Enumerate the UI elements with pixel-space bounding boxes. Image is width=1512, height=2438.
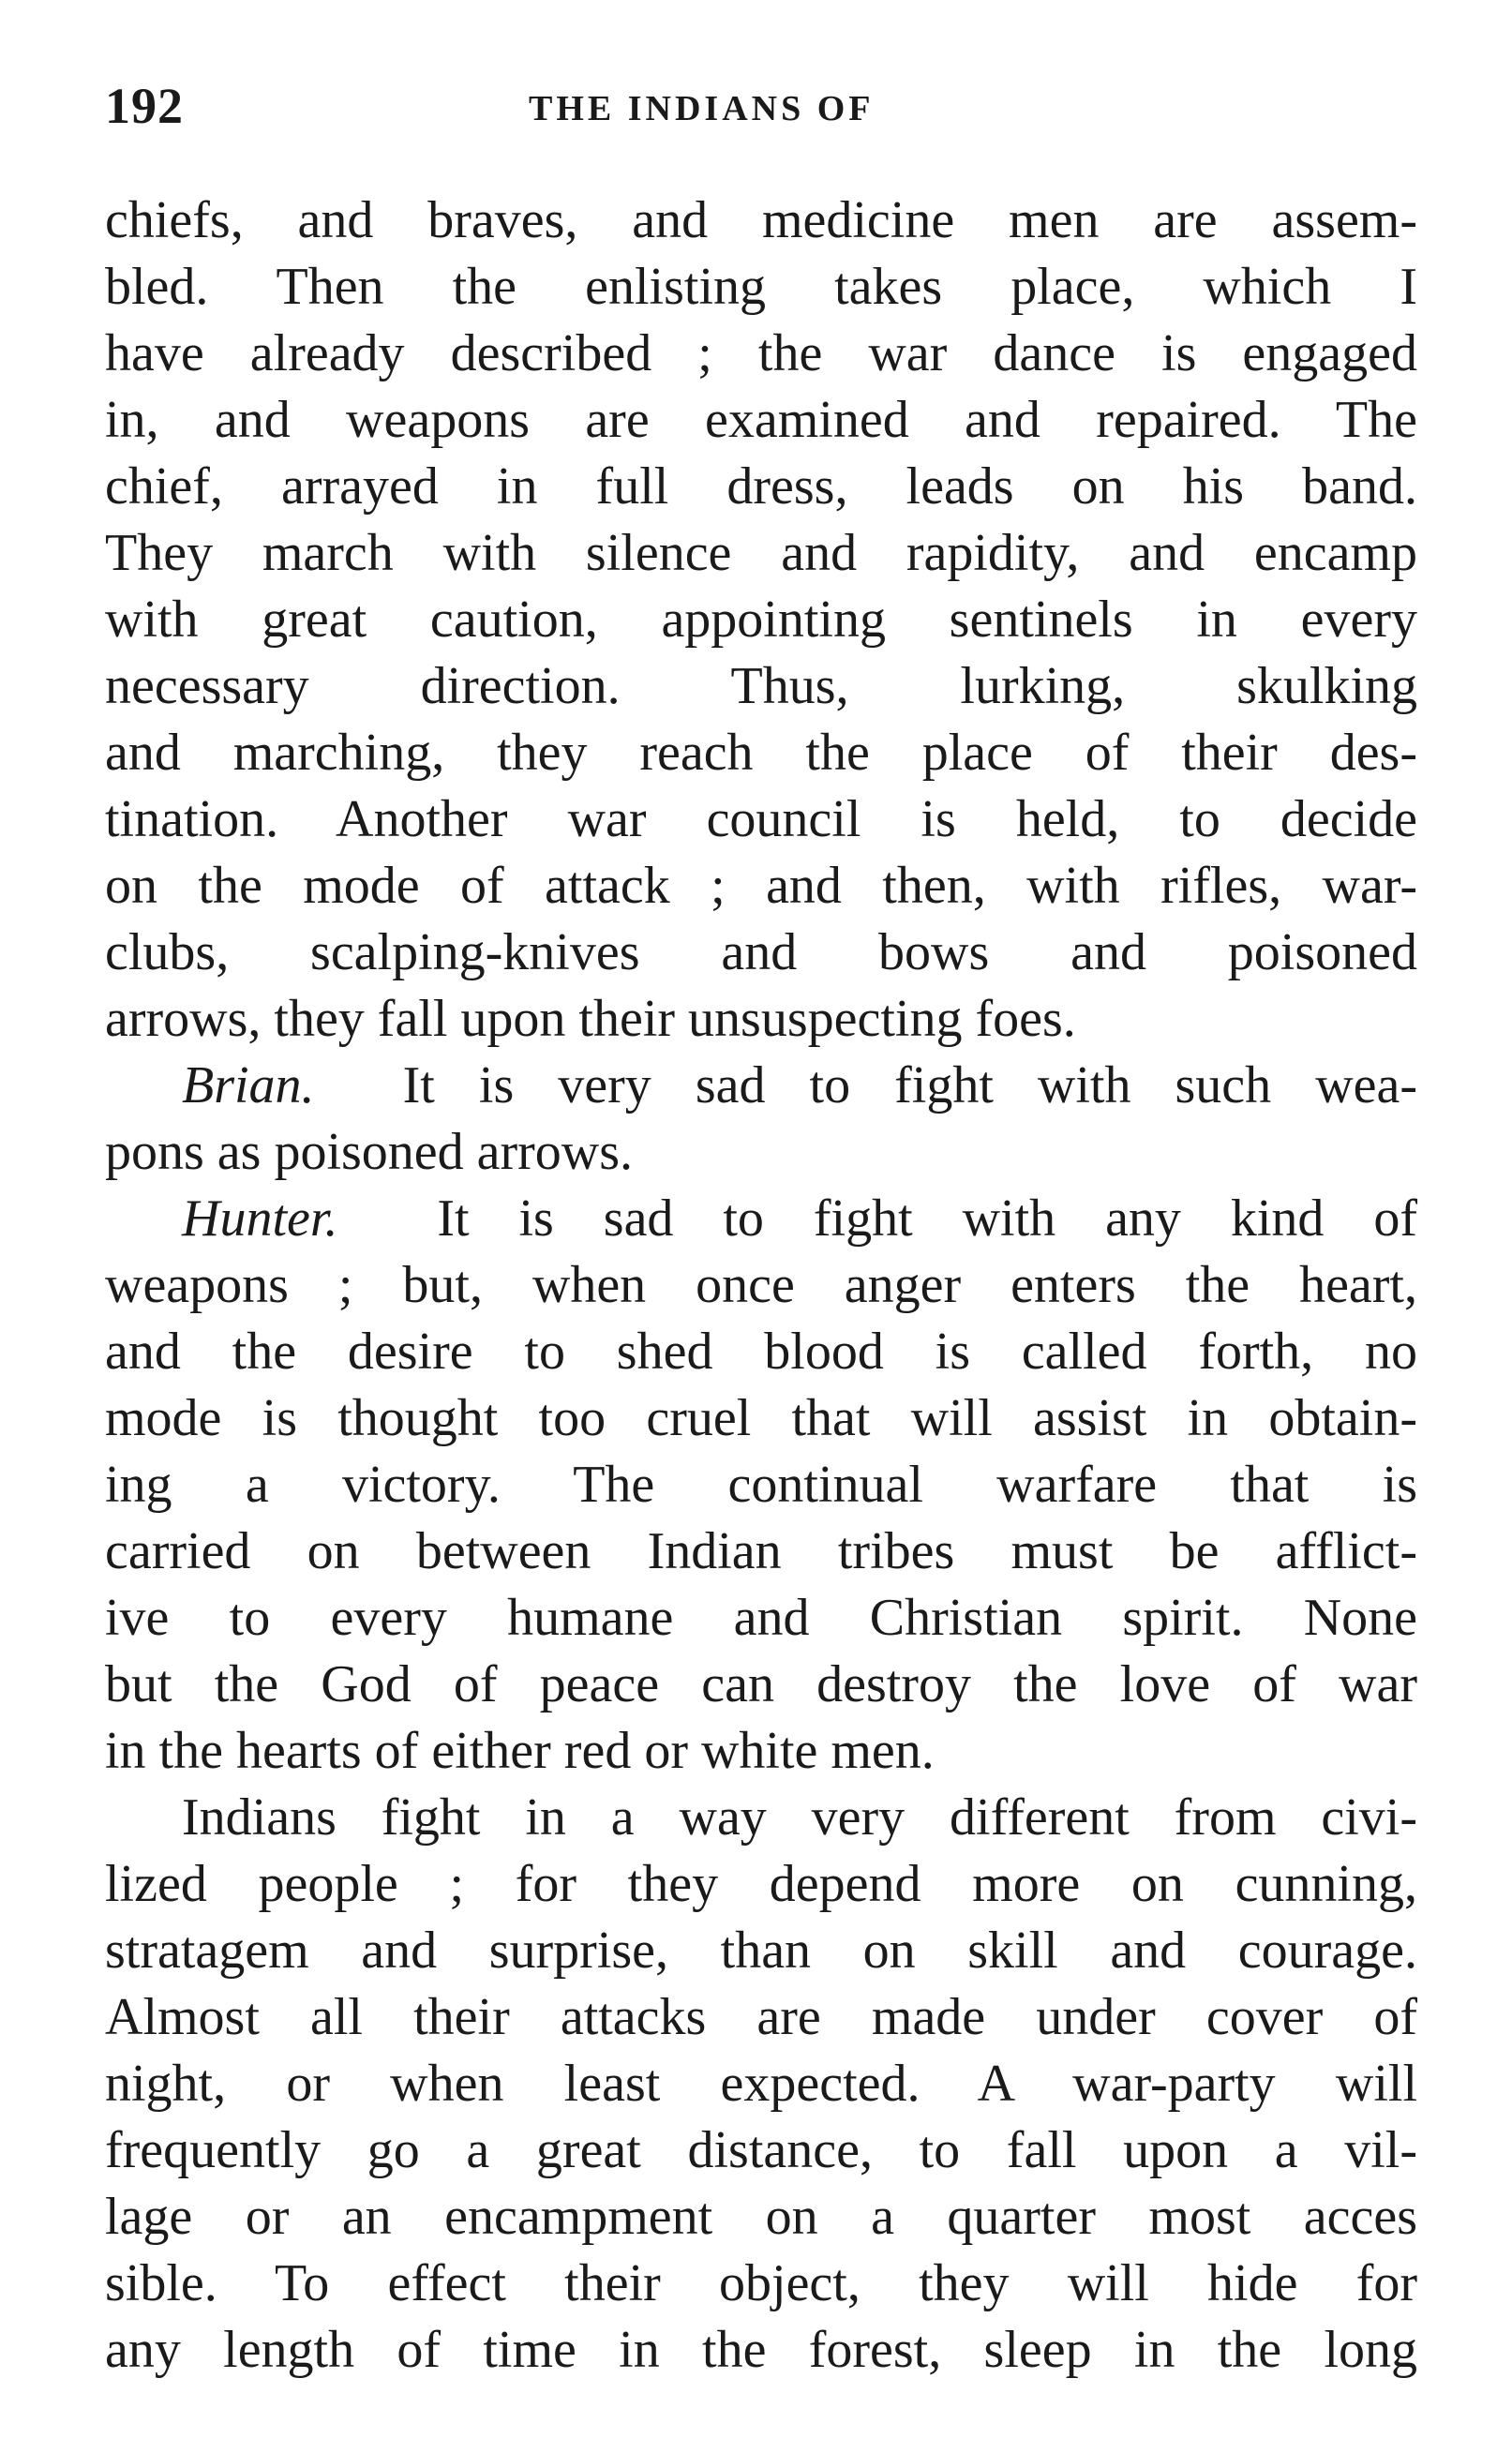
page-number: 192 (105, 78, 184, 134)
text-line: lage or an encampment on a quarter most acces (105, 2188, 1417, 2246)
dialogue-text: It is very sad to fight with such wea- (402, 1056, 1417, 1114)
speaker-brian: Brian. (182, 1056, 315, 1114)
text-line: and marching, they reach the place of their des- (105, 724, 1417, 782)
text-line: in, and weapons are examined and repaired. The (105, 391, 1417, 449)
text-line: in the hearts of either red or white men. (105, 1722, 935, 1780)
running-title: THE INDIANS OF (529, 89, 875, 128)
text-line: and the desire to shed blood is called forth, no (105, 1323, 1417, 1381)
text-line: carried on between Indian tribes must be afflict- (105, 1522, 1417, 1580)
body-text (105, 187, 1417, 2384)
text-line: chiefs, and braves, and medicine men are assem- (105, 191, 1417, 249)
text-line: any length of time in the forest, sleep in the long (105, 2321, 1417, 2379)
speaker-hunter: Hunter. (182, 1189, 338, 1248)
text-line: stratagem and surprise, than on skill and courage. (105, 1922, 1417, 1980)
text-line: Almost all their attacks are made under cover of (105, 1988, 1417, 2046)
text-line: They march with silence and rapidity, and encamp (105, 524, 1417, 582)
dialogue-line-hunter (105, 1186, 1417, 1252)
text-line: with great caution, appointing sentinels in every (105, 591, 1417, 649)
text-line: chief, arrayed in full dress, leads on his band. (105, 457, 1417, 516)
text-line: weapons ; but, when once anger enters the heart, (105, 1256, 1417, 1314)
paragraph-start-line: Indians fight in a way very different from civi- (182, 1788, 1417, 1847)
text-line: on the mode of attack ; and then, with rifles, war- (105, 857, 1417, 915)
running-head (105, 77, 1417, 142)
text-line: ing a victory. The continual warfare that is (105, 1456, 1417, 1514)
text-line: have already described ; the war dance is engaged (105, 324, 1417, 382)
text-line: night, or when least expected. A war-party will (105, 2055, 1417, 2113)
text-line: necessary direction. Thus, lurking, skulking (105, 657, 1417, 715)
dialogue-line-brian (105, 1053, 1417, 1119)
text-line: clubs, scalping-knives and bows and poisoned (105, 923, 1417, 981)
text-line: bled. Then the enlisting takes place, which I (105, 258, 1417, 316)
text-line: arrows, they fall upon their unsuspecting foes. (105, 990, 1076, 1048)
text-line: but the God of peace can destroy the love of war (105, 1655, 1417, 1713)
text-line: ive to every humane and Christian spirit. None (105, 1589, 1417, 1647)
text-line: mode is thought too cruel that will assist in obtain- (105, 1389, 1417, 1447)
text-line: pons as poisoned arrows. (105, 1123, 634, 1181)
text-line: tination. Another war council is held, to decide (105, 790, 1417, 848)
text-line: sible. To effect their object, they will hide for (105, 2254, 1417, 2312)
dialogue-text: It is sad to fight with any kind of (437, 1189, 1418, 1248)
text-line: lized people ; for they depend more on cunning, (105, 1855, 1417, 1913)
text-line: frequently go a great distance, to fall upon a vil- (105, 2121, 1417, 2179)
